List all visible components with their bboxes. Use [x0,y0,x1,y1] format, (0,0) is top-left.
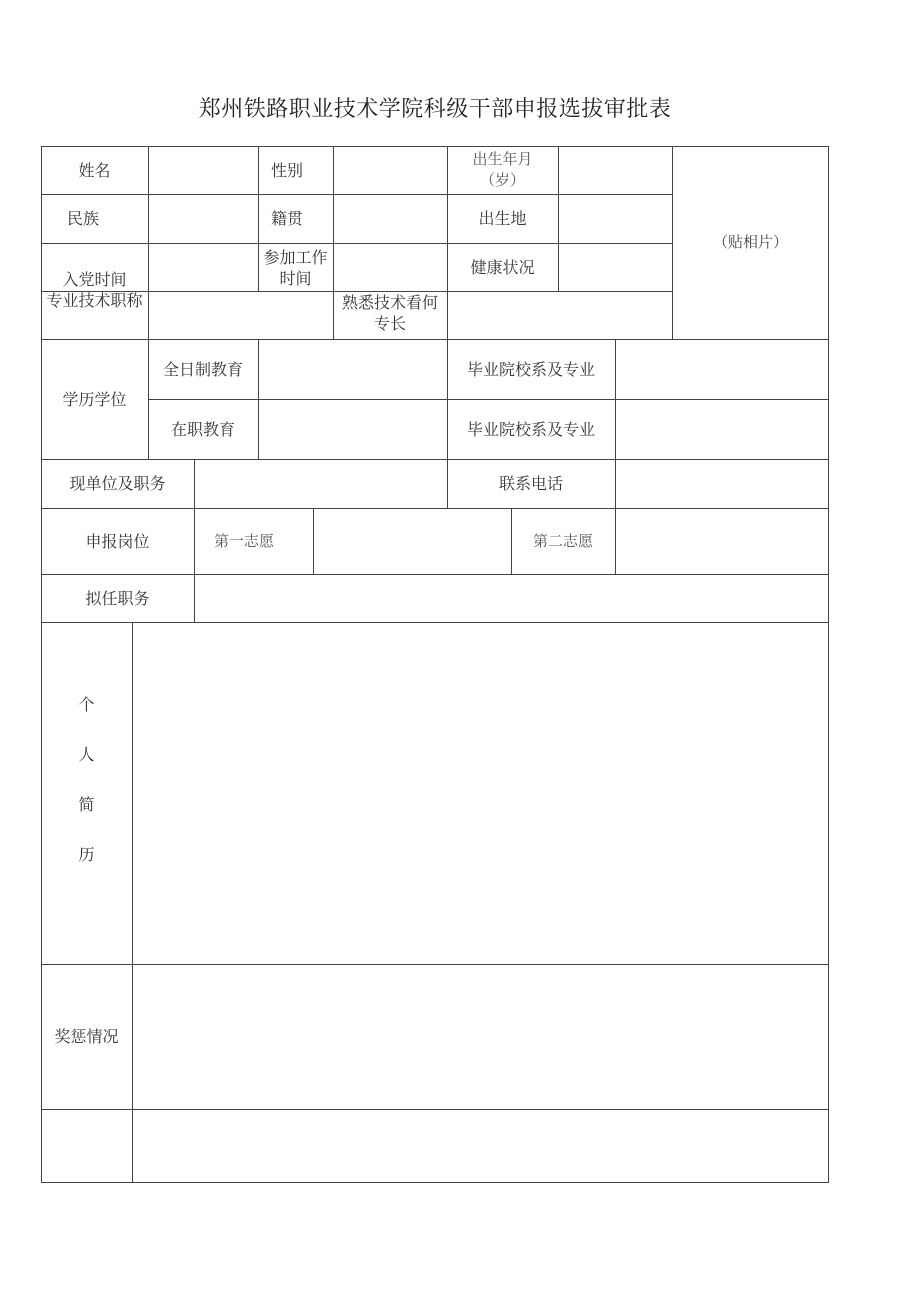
last-row-field[interactable] [133,1110,829,1182]
current-unit-field[interactable] [195,460,447,508]
form-title: 郑州铁路职业技术学院科级干部申报选拔审批表 [198,97,672,122]
work-start-field[interactable] [334,244,447,291]
label-proposed-post: 拟任职务 [85,588,150,608]
label-resume [41,695,132,895]
gender-field[interactable] [334,147,447,194]
label-birth-line2: （岁） [479,171,525,189]
label-resume-char: 历 [78,845,95,864]
photo-placeholder: （贴相片） [712,233,788,251]
label-gender: 性别 [270,160,303,180]
label-professional-title: 专业技术职称 [46,290,143,310]
label-expertise-line1: 熟悉技术看何 [341,293,438,312]
label-expertise-line2: 专长 [373,314,406,333]
fulltime-edu-field[interactable] [259,340,447,399]
label-current-unit: 现单位及职务 [69,474,166,493]
professional-title-field[interactable] [149,292,333,339]
label-work-start-line1: 参加工作 [263,248,328,267]
native-place-field[interactable] [334,195,447,243]
label-work-start-line2: 时间 [279,269,312,288]
label-education-degree: 学历学位 [62,389,127,409]
label-party-join: 入党时间 [62,269,127,289]
label-apply-post: 申报岗位 [85,531,150,551]
label-resume-char: 简 [78,795,95,814]
label-phone: 联系电话 [498,474,563,493]
inservice-edu-field[interactable] [259,400,447,459]
health-field[interactable] [559,244,672,291]
label-resume-char: 个 [78,695,95,714]
label-health: 健康状况 [470,257,535,277]
proposed-post-field[interactable] [195,575,829,622]
label-expertise [333,291,447,335]
label-ethnicity: 民族 [66,209,99,228]
label-native-place: 籍贯 [270,209,303,228]
label-birth-line1: 出生年月 [472,150,533,168]
label-birth [447,146,558,194]
first-choice-field[interactable] [314,509,511,574]
birthplace-field[interactable] [559,195,672,243]
resume-field[interactable] [133,623,829,964]
label-second-choice: 第二志愿 [532,531,593,550]
label-first-choice: 第一志愿 [213,531,274,550]
label-birthplace: 出生地 [478,209,527,228]
second-choice-field[interactable] [616,509,829,574]
party-join-field[interactable] [149,244,258,291]
label-grad-school-major-2: 毕业院校系及专业 [466,419,595,439]
name-field[interactable] [149,147,258,194]
expertise-field[interactable] [448,292,672,339]
rewards-field[interactable] [133,965,829,1109]
label-grad-school-major-1: 毕业院校系及专业 [466,359,595,379]
phone-field[interactable] [616,460,829,508]
label-rewards: 奖惩情况 [54,1027,119,1046]
fulltime-school-field[interactable] [616,340,829,399]
inservice-school-field[interactable] [616,400,829,459]
ethnicity-field[interactable] [149,195,258,243]
birth-field[interactable] [559,147,672,194]
label-resume-char: 人 [78,745,95,764]
label-work-start [258,246,333,290]
label-fulltime-edu: 全日制教育 [162,359,243,379]
label-name: 姓名 [78,160,111,180]
label-inservice-edu: 在职教育 [170,419,235,439]
